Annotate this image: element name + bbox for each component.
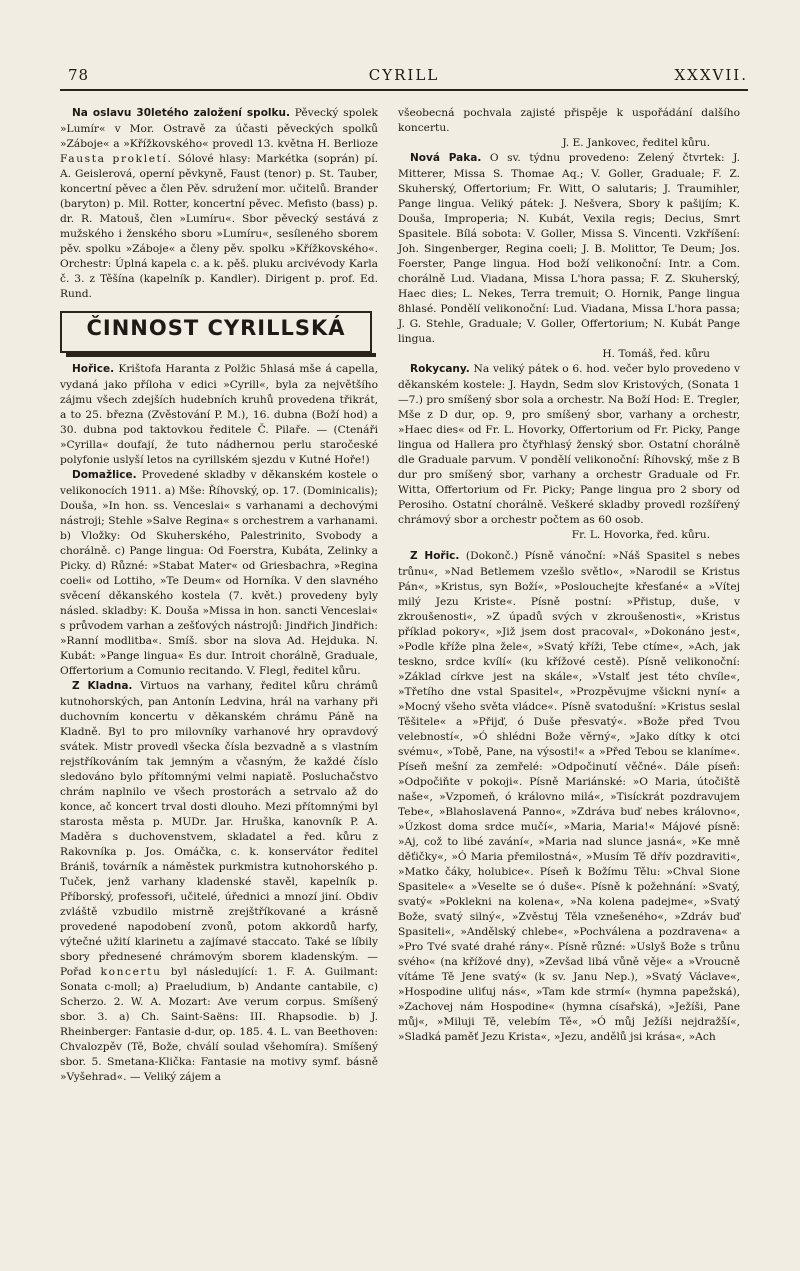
- article-kladno-continued: všeobecná pochvala zajisté přispěje k uspořádání dalšího koncertu.: [398, 106, 740, 134]
- left-column: [60, 105, 378, 1084]
- signature-hovorka: Fr. L. Hovorka, řed. kůru.: [571, 528, 710, 541]
- article-horice-title: Hořice.: [72, 363, 115, 375]
- article-nova-paka: Nová Paka. O sv. týdnu provedeno: Zelený čtvrtek: J. Mitterer, Missa S. Thomae Aq.; V. Goller, Graduale; F. Z. Skuherský, Offertorium; Fr. Witt, O salutaris; J. Traumihler, Pange lingua. Veliký pátek: J. Nešvera, Sbory k pašijím; K. Douša, Improperia; N. Kubát, Vexila regis; Decius, Smrt Spasitele. Bílá sobota: V. Goller, Missa S. Vincenti. Vzkříšení: Joh. Singenberger, Regina coeli; J. B. Molittor, Te Deum; Jos. Foerster, Pange lingua. Hod boží velikonoční: Intr. a Com. chorálně Lud. Viadana, Missa L'hora passa; F. Z. Skuherský, Haec dies; L. Nekes, Terra tremuit; O. Hornik, Pange lingua 8hlasé. Pondělí velikonoční: Lud. Viadana, Missa L'hora passa; J. G. Stehle, Graduale; V. Goller, Offertorium; N. Kubát Pange lingua.: [398, 151, 740, 345]
- article-horice: Hořice. Krištofa Haranta z Polžic 5hlasá mše á capella, vydaná jako příloha v edici »Cyrill«, byla za největšího zájmu všech zdejších hudebních kruhů provedena třikrát, a to 25. března (Zvěstování P. M.), 16. dubna (Boží hod) a 30. dubna pod taktovkou ředitele Č. Pilaře. — (Ctenáři »Cyrilla« doufají, že tuto nádhernou perlu staročeské polyfonie uslyší letos na cyrillském sjezdu v Kutné Hoře!): [60, 362, 378, 466]
- article-domazlice: Domažlice. Provedené skladby v děkanském kostele o velikonocích 1911. a) Mše: Říhovský, op. 17. (Dominicalis); Douša, »In hon. ss. Venceslai« s varhanami a dechovými nástroji; Stehle »Salve Regina« s orchestrem a varhanami. b) Vložky: Od Skuherského, Palestrinito, Svobody a chorálně. c) Pange lingua: Od Foerstra, Kubáta, Zelinky a Picky. d) Různé: »Stabat Mater« od Griesbachra, »Regina coeli« od Lottiho, »Te Deum« od Horníka. V den slavného svěcení děkanského kostela (7. květ.) provedeny byly násled. skladby: K. Douša »Missa in hon. sancti Venceslai« s průvodem varhan a zešťových nástrojů: Jindřich Jindřich: »Ranní modlitba«. Smíš. sbor na slova Ad. Hejduka. N. Kubát: »Pange lingua« Es dur. Introit chorálně, Graduale, Offertorium a Comunio recitando. V. Flegl, ředitel kůru.: [60, 468, 378, 677]
- article-domazlice-title: Domažlice.: [72, 469, 137, 481]
- volume-number: XXXVII.: [674, 66, 748, 84]
- section-heading: ČINNOST CYRILLSKÁ: [86, 316, 346, 340]
- work-title: Fausta prokletí.: [60, 152, 173, 165]
- section-heading-box: [60, 311, 372, 353]
- page-number: 78: [68, 66, 90, 84]
- right-column: [398, 105, 740, 1044]
- article-rokycany: Rokycany. Na veliký pátek o 6. hod. večer bylo provedeno v děkanském kostele: J. Haydn, Sedm slov Kristových, (Sonata 1—7.) pro smíšený sbor sola a orchestr. Na Boží Hod: E. Tregler, Mše z D dur, op. 9, pro smíšený sbor, varhany a orchestr, »Haec dies« od Fr. L. Hovorky, Offertorium od Fr. Picky, Pange lingua od Hallera pro čtyřhlasý ženský sbor. Ostatní chorálně dle Graduale parvum. V pondělí velikonoční: Říhovský, mše z B dur pro smíšený sbor, varhany a orchestr Graduale od Fr. Witta, Offertorium od Fr. Picky; Pange lingua pro 2 sbory od Perosiho. Ostatní chorálně. Veškeré skladby provedl rozšířený chrámový sbor a orchestr počtem as 60 osob.: [398, 362, 740, 526]
- signature-jankovec: J. E. Jankovec, ředitel kůru.: [562, 136, 710, 149]
- article-kladno: Z Kladna. Virtuos na varhany, ředitel kůru chrámů kutnohorských, pan Antonín Ledvina, hrál na varhany při duchovním koncertu v děkanském chrámu Páně na Kladně. Byl to pro milovníky varhanové hry opravdový svátek. Mistr provedl všecka čísla bezvadně a s vlastním rejstříkováním tak jemným a včasným, že každé číslo sledováno bylo přítomnými velmi napiatě. Posluchačstvo chrám naplnilo ve všech prostorách a setrvalo až do konce, ač koncert trval dosti dlouho. Mezi přítomnými byl starosta města p. MUDr. Jar. Hruška, kanovník P. A. Maděra s duchovenstvem, skladatel a řed. kůru z Rakovníka p. Jos. Omáčka, c. k. konservátor ředitel Brániš, továrník a náměstek purkmistra kutnohorského p. Tuček, jenž varhany kladenské stavěl, kapelník p. Příborský, professoři, učitelé, úřednici a mnozí jiní. Obdiv zvláště vzbudilo mistrně zrejštříkované a krásně provedené napodobení zvonů, potom akkordů harfy, výtečné užití klarinetu a zajímavé staccato. Také se líbily sbory přednesené chrámovým sborem kladenským. — Pořad koncertu byl následující: 1. F. A. Guilmant: Sonata c-moll; a) Praeludium, b) Andante cantabile, c) Scherzo. 2. W. A. Mozart: Ave verum corpus. Smíšený sbor. 3. a) Ch. Saint-Saëns: III. Rhapsodie. b) J. Rheinberger: Fantasie d-dur, op. 185. 4. L. van Beethoven: Chvalozpěv (Tě, Bože, chválí soulad všehomíra). Smíšený sbor. 5. Smetana-Klička: Fantasie na motivy symf. básně »Vyšehrad«. — Veliký zájem a: [60, 679, 379, 1083]
- article-rokycany-title: Rokycany.: [410, 363, 470, 375]
- signature-tomas: H. Tomáš, řed. kůru: [602, 347, 710, 360]
- header-rule: [60, 89, 748, 91]
- article-anniversary-title: Na oslavu 30letého založení spolku.: [72, 107, 290, 119]
- running-title: CYRILL: [368, 66, 440, 84]
- article-z-horic: Z Hořic. (Dokonč.) Písně vánoční: »Náš Spasitel s nebes trůnu«, »Nad Betlemem vzešlo světlo«, »Narodil se Kristus Pán«, »Kristus, syn Boží«, »Poslouchejte křesťané« a »Vítej milý Jezu Kriste«. Písně postní: »Přistup, duše, v zkroušenosti«, »Z úpadů svých v zkroušenosti«, »Kristus příklad pokory«, »Již jsem dost pracoval«, »Dokonáno jest«, »Podle kříže plna žele«, »Svatý kříži, Tebe ctíme«, »Ach, jak teskno, srdce kvílí« (ku křížové cestě). Písně velikonoční: »Základ církve jest na skále«, »Vstalť jest této chvíle«, »Třetího dne vstal Spasitel«, »Prozpěvujme všickni nyní« a »Mocný všeho světa vládce«. Písně svatodušní: »Kristus seslal Těšitele« a »Přijď, ó Duše přesvatý«. »Bože před Tvou velebností«, »Ó shlédni Bože věrný«, »Jako dítky k otci svému«, »Tobě, Pane, na výsosti!« a »Před Tebou se klaníme«. Píseň mešní za zemřelé: »Odpočinutí věčné«. Dále píseň: »Odpočiňte v pokoji«. Písně Mariánské: »O Maria, útočiště naše«, »Vzpomeň, ó královno milá«, »Tisíckrát pozdravujem Tebe«, »Blahoslavená Panno«, »Zdráva buď nebes královno«, »Úzkost doma srdce mučí«, »Maria, Maria!« Májové písně: »Aj, což to libé zavání«, »Maria nad slunce jasná«, »Ke mně děťičky«, »Ó Maria přemilostná«, »Musím Tě dřív pozdraviti«, »Matko čáky, holubice«. Píseň k Božímu Tělu: »Chval Sione Spasitele« a »Veselte se ó duše«. Písně k požehnání: »Svatý, svatý« »Poklekni na kolena«, »Na kolena padejme«, »Svatý Bože, svatý silný«, »Zvěstuj Těla vznešeného«, »Zdráv buď Spasiteli«, »Andělský chlebe«, »Pochválena a pozdravena« a »Pro Tvé svaté drahé rány«. Písně různé: »Uslyš Bože s trůnu svého« (na křížové dny), »Zevšad libá vůně věje« a »Vroucně vítáme Tě Jene svatý« (k sv. Janu Nep.), »Svatý Václave«, »Hospodine uliťuj nás«, »Tam kde strmí« (hymna papežská), »Zachovej nám Hospodine« (hymna císařská), »Ježíši, Pane můj«, »Miluji Tě, velebím Tě«, »Ó můj Ježíši nejdražší«, »Sladká paměť Jezu Krista«, »Jezu, andělů jsi krása«, »Ach: [398, 549, 740, 1043]
- article-anniversary: Na oslavu 30letého založení spolku. Pěvecký spolek »Lumír« v Mor. Ostravě za účasti pěveckých spolků »Záboje« a »Křížkovského« provedl 13. května H. Berlioze Fausta prokletí. Sólové hlasy: Markétka (soprán) pí. A. Geislerová, operní pěvkyně, Faust (tenor) p. St. Tauber, koncertní pěvec a člen Pěv. sdružení mor. učitelů. Brander (baryton) p. Mil. Rotter, koncertní pěvec. Mefisto (bass) p. dr. R. Matouš, člen »Lumíru«. Sbor pěvecký sestává z mužského i ženského sboru »Lumíru«, sesíleného sborem pěv. spolku »Záboje« a členy pěv. spolku »Křížkovského«. Orchestr: Úplná kapela c. a k. pěš. pluku arcivévody Karla č. 3. z Těšína (kapelník p. Kandler). Dirigent p. prof. Ed. Rund.: [60, 106, 379, 300]
- article-nova-paka-title: Nová Paka.: [410, 152, 482, 164]
- article-kladno-title: Z Kladna.: [72, 680, 133, 692]
- page-header: [60, 66, 748, 90]
- article-z-horic-title: Z Hořic.: [410, 550, 460, 562]
